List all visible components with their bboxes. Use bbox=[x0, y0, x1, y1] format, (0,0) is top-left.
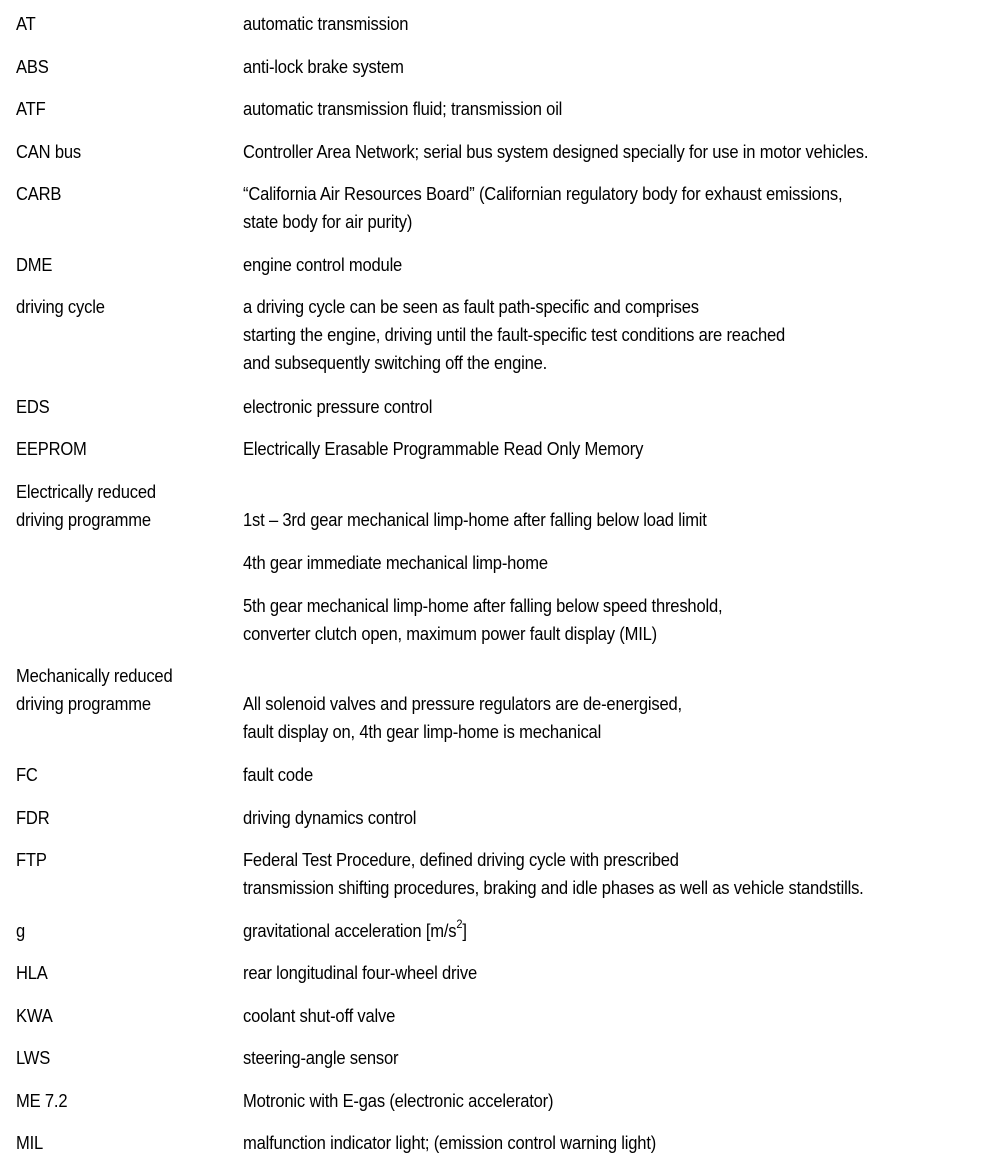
term: MIL bbox=[16, 1133, 44, 1153]
definition bbox=[243, 1044, 942, 1072]
definition-line: 1st – 3rd gear mechanical limp-home after falling below load limit bbox=[243, 510, 707, 530]
definition-line: a driving cycle can be seen as fault path-specific and comprises bbox=[243, 297, 699, 317]
definition bbox=[243, 251, 942, 279]
term bbox=[16, 662, 214, 718]
definition bbox=[243, 138, 942, 166]
definition-line bbox=[243, 917, 942, 945]
definition-line: coolant shut-off valve bbox=[243, 1006, 396, 1026]
definition-line: fault display on, 4th gear limp-home is mechanical bbox=[243, 722, 602, 742]
term: HLA bbox=[16, 963, 48, 983]
definition-line: driving dynamics control bbox=[243, 808, 417, 828]
term: CAN bus bbox=[16, 142, 81, 162]
term: DME bbox=[16, 255, 53, 275]
term: AT bbox=[16, 14, 36, 34]
term: FDR bbox=[16, 808, 50, 828]
definition bbox=[243, 506, 942, 534]
definition bbox=[243, 804, 942, 832]
definition-line: automatic transmission fluid; transmission oil bbox=[243, 99, 563, 119]
definition-line: electronic pressure control bbox=[243, 397, 433, 417]
term: driving cycle bbox=[16, 297, 105, 317]
definition-line: “California Air Resources Board” (Californian regulatory body for exhaust emissions, bbox=[243, 184, 843, 204]
definition-line: transmission shifting procedures, braking and idle phases as well as vehicle standstills. bbox=[243, 878, 864, 898]
term-line: driving programme bbox=[16, 694, 151, 714]
definition bbox=[243, 435, 942, 463]
term: FTP bbox=[16, 850, 47, 870]
superscript: 2 bbox=[456, 917, 463, 931]
term-line: Electrically reduced bbox=[16, 482, 156, 502]
definition-line: malfunction indicator light; (emission control warning light) bbox=[243, 1133, 657, 1153]
definition bbox=[243, 549, 942, 577]
definition-line: and subsequently switching off the engine. bbox=[243, 353, 548, 373]
definition-line: 4th gear immediate mechanical limp-home bbox=[243, 553, 548, 573]
definition-line: anti-lock brake system bbox=[243, 57, 404, 77]
definition bbox=[243, 95, 942, 123]
definition bbox=[243, 592, 942, 648]
term: LWS bbox=[16, 1048, 51, 1068]
term: KWA bbox=[16, 1006, 53, 1026]
definition-line: rear longitudinal four-wheel drive bbox=[243, 963, 477, 983]
definition bbox=[243, 393, 942, 421]
term: CARB bbox=[16, 184, 62, 204]
definition-line: Electrically Erasable Programmable Read Only Memory bbox=[243, 439, 644, 459]
definition-text: gravitational acceleration [m/s bbox=[243, 921, 457, 941]
definition bbox=[243, 959, 942, 987]
definition bbox=[243, 1129, 942, 1157]
term: g bbox=[16, 921, 26, 941]
term: ATF bbox=[16, 99, 46, 119]
definition-line: 5th gear mechanical limp-home after falling below speed threshold, bbox=[243, 596, 723, 616]
term: EDS bbox=[16, 397, 50, 417]
definition-line: engine control module bbox=[243, 255, 403, 275]
definition bbox=[243, 761, 942, 789]
definition-line: automatic transmission bbox=[243, 14, 409, 34]
definition-text-end: ] bbox=[462, 921, 467, 941]
definition-line: converter clutch open, maximum power fault display (MIL) bbox=[243, 624, 657, 644]
definition bbox=[243, 1087, 942, 1115]
definition bbox=[243, 10, 942, 38]
term-line: Mechanically reduced bbox=[16, 666, 173, 686]
term: ME 7.2 bbox=[16, 1091, 68, 1111]
definition bbox=[243, 1002, 942, 1030]
definition-line: fault code bbox=[243, 765, 313, 785]
definition-line: state body for air purity) bbox=[243, 212, 413, 232]
term: EEPROM bbox=[16, 439, 87, 459]
definition bbox=[243, 293, 942, 377]
term bbox=[16, 478, 214, 534]
definition-line: Motronic with E-gas (electronic accelerator) bbox=[243, 1091, 554, 1111]
term: FC bbox=[16, 765, 38, 785]
term: ABS bbox=[16, 57, 49, 77]
definition bbox=[243, 690, 942, 746]
definition-line: starting the engine, driving until the fault-specific test conditions are reached bbox=[243, 325, 786, 345]
definition bbox=[243, 53, 942, 81]
definition bbox=[243, 180, 942, 236]
definition-line: All solenoid valves and pressure regulators are de-energised, bbox=[243, 694, 682, 714]
definition bbox=[243, 917, 942, 945]
term-line: driving programme bbox=[16, 510, 151, 530]
definition-line: Controller Area Network; serial bus system designed specially for use in motor vehicles. bbox=[243, 142, 869, 162]
definition-line: steering-angle sensor bbox=[243, 1048, 399, 1068]
definition-line: Federal Test Procedure, defined driving cycle with prescribed bbox=[243, 850, 679, 870]
definition bbox=[243, 846, 942, 902]
